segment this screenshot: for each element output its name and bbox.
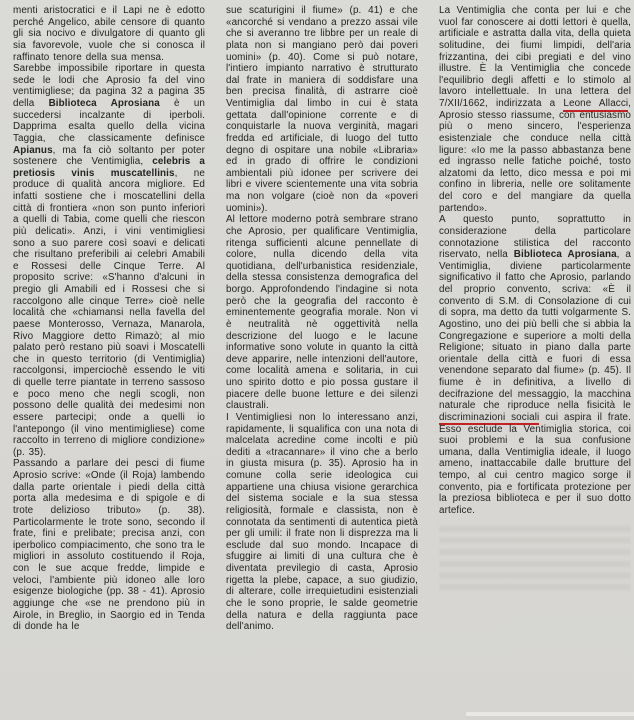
paragraph [226,214,418,412]
text-run: , ma fa ciò soltanto per poter sostenere che Ventimiglia, [13,144,205,168]
paragraph [439,214,631,516]
paragraph [13,63,205,458]
red-underlined-text: discriminazioni sociali [439,412,539,426]
page-showthrough [439,526,631,590]
text-run: Sarebbe impossibile riportare in questa sede le lodi che Aprosio fa del vino ventimigliese; da pagina 32 a pagina 35 della [13,63,205,109]
paragraph [13,5,205,63]
paragraph [226,5,418,214]
text-column-center [226,5,418,714]
bold-term: Apianus [13,144,53,156]
text-run: cui aspira il frate. Esso esclude la Ventimiglia storica, coi suoi problemi e la sua confusione umana, dalla Ventimiglia ideale, il luogo ameno, inattaccabile dalle brutture del tempo, al cui centro magico sorge il convento, pia e fortificata protezione per la preziosa biblioteca e per il suo dotto artefice. [439,411,631,516]
text-run: menti aristocratici e il Lapi ne è edotto perché Angelico, abile censore di quanto gli sia nocivo e divulgatore di quanto gli sia favorevole, vuole che si conosca il raffinato tenore della sua mensa. [13,5,205,63]
bold-term: Biblioteca Aprosiana [513,249,617,261]
red-underlined-text: Leone Allacci [563,98,628,112]
text-run: Passando a parlare dei pesci di fiume Aprosio scrive: «Onde (il Roja) lambendo dalla parte orientale i piedi della città porta alla medesima e di spigole e di trote delizioso tributo» (p. 38). Particolarmente le trote sono, secondo il frate, fini e prelibate; precisa anzi, con iperbolico compiacimento, che sono tra le migliori in assoluto costituendo il Roja, con le sue acque fredde, limpide e veloci, l'ambiente più idoneo alle loro esigenze biologiche (pp. 38 - 41). Aprosio aggiunge che «se ne prendono più in Airole, in Breglio, in Saorgio ed in Tenda di donde ha le [13,458,205,633]
text-run: Al lettore moderno potrà sembrare strano che Aprosio, per qualificare Ventimiglia, ritenga sufficienti alcune pennellate di colore, nulla dicendo della vita quotidiana, dell'urbanistica residenziale, della stessa consistenza demografica del borgo. Approfondendo l'indagine si nota però che la geografia del racconto è eminentemente geografia morale. Non vi è neutralità nè oggettività nella descrizione del luogo e le lacune informative sono volute in quanto la città deve apparire, nelle intenzioni dell'autore, come località amena e solitaria, in cui uno spirito dotto e pio possa gustare il piacere delle buone letture e dei silenzi claustrali. [226,214,418,412]
bold-term: celebris a pretiosis vinis muscatellinis [13,156,205,179]
text-run: , a Ventimiglia, diviene particolarmente significativo il fatto che Aprosio, parlando del proprio convento, scriva: «È il convento di S.M. di Consolazione di cui di sopra, ma detto da tutti volgarmente S. Agostino, uno dei più belli che si abbia la Congregazione e superiore a molti della Religione; situato in piano dalla parte orientale della città e fuori di essa venendone separato dal fiume» (p. 45). Il fiume è in definitiva, a livello di decifrazione del messaggio, la macchina naturale che riproduce nella fisicità le [439,249,631,412]
text-run: I Ventimigliesi non lo interessano anzi, rapidamente, li squalifica con una nota di malcelata acredine come incolti e più dediti a «tracannare» il vino che a berlo in giusta misura (p. 35). Aprosio ha in comune colla serie ideologica cui appartiene una chiusa visione gerarchica del sistema sociale e la sua stessa religiosità, formale e classista, non è connotata da sentimenti di autentica pietà per gli umili: il frate non li disprezza ma li esclude dal suo mondo. Incapace di sfuggire ai limiti di una cultura che è diventata previlegio di casta, Aprosio rigetta la plebe, capace, a suo giudizio, di alterare, colle irrequietudini esistenziali che le sono proprie, le salde geometrie della natura e della raggiunta pace dell'animo. [226,411,418,633]
paragraph [226,412,418,633]
text-run: , Aprosio stesso riassume, con entusiasmo più o meno sincero, l'esperienza esistenziale che conduce nella città ligure: «Io me la passo abbastanza bene ed ingrasso nelle fatiche poiché, tosto alzatomi da letto, dico messa e poi mi confino in libreria, nelle ore solitamente del coro e del mangiare da quella partendo». [439,98,631,214]
text-run: sue scaturigini il fiume» (p. 41) e che «ancorché si vendano a prezzo assai vile che si averanno tre libbre per un reale di plata non si mangiano però dai poveri uomini» (p. 40). Come si può notare, l'intiero impianto narrativo è strutturato dal frate in maniera di soddisfare una ben precisa finalità, di astrarre cioè Ventimiglia dal limbo in cui è stata gettata dall'opinione corrente e di conquistarle la nuova verginità, magari fredda ed artificiale, di luogo del tutto degno di ospitare una nobile «Libraria» ed in grado di offrire le condizioni ambientali più idonee per scrivere dei libri e vivere scientemente una vita sobria ma non volgare (cioè non da «poveri uomini»). [226,5,418,214]
page-edge-line [466,712,634,719]
paragraph [439,5,631,214]
text-column-left [13,5,205,714]
text-column-right [439,5,631,714]
text-run: A questo punto, soprattutto in considerazione della particolare connotazione stilistica del racconto riservato, nella [439,214,631,261]
paragraph [13,458,205,632]
text-run: La Ventimiglia che conta per lui e che vuol far conoscere ai dotti lettori è quella, artificiale e astratta dalla vita, della quieta solitudine, dei fiumi limpidi, dell'aria frizzantina, dei cibi pregiati e del vino illustre. È la Ventimiglia che concede l'equilibrio degli affetti e lo stimolo al lavoro intellettuale. In una lettera del 7/XII/1662, indirizzata a [439,5,631,109]
text-run: , ne produce di qualità ancora migliore. Ed infatti sostiene che i moscatellini della città di frontiera «non son punto inferiori a quelli di Tabia, come quelli che riescon più delicati». Anzi, i vini ventimigliesi sono a suo parere così soavi e delicati che risultano preferibili ai celebri Amabili e Rossesi delle Cinque Terre. Al proposito scrive: «S'hanno d'alcuni in pregio gli Amabili ed i Rossesi che si raccolgono alle cinque Terre» cioè nelle località che «chiamansi nella favella del paese Monterosso, Vernaza, Manarola, Rivo Maggiore detto Rimazò; al mio palato però restano più soavi i Moscatelli che in questo territorio (di Ventimiglia) raccolgonsi, imperciochè essendo le viti di quelle terre piantate in terreno sassoso e poco meno che negli scogli, non possono delle qualità dei medesimi non essere partecipi; onde a quelli io l'antepongo (il vino mentimigliese) come raccolto in terreno di migliore condizione» (p. 35). [13,167,205,458]
bold-term: Biblioteca Aprosiana [48,98,160,109]
text-run: è un succedersi incalzante di iperboli. Dapprima esalta quello della vicina Taggia, che classicamente definisce [13,98,205,144]
